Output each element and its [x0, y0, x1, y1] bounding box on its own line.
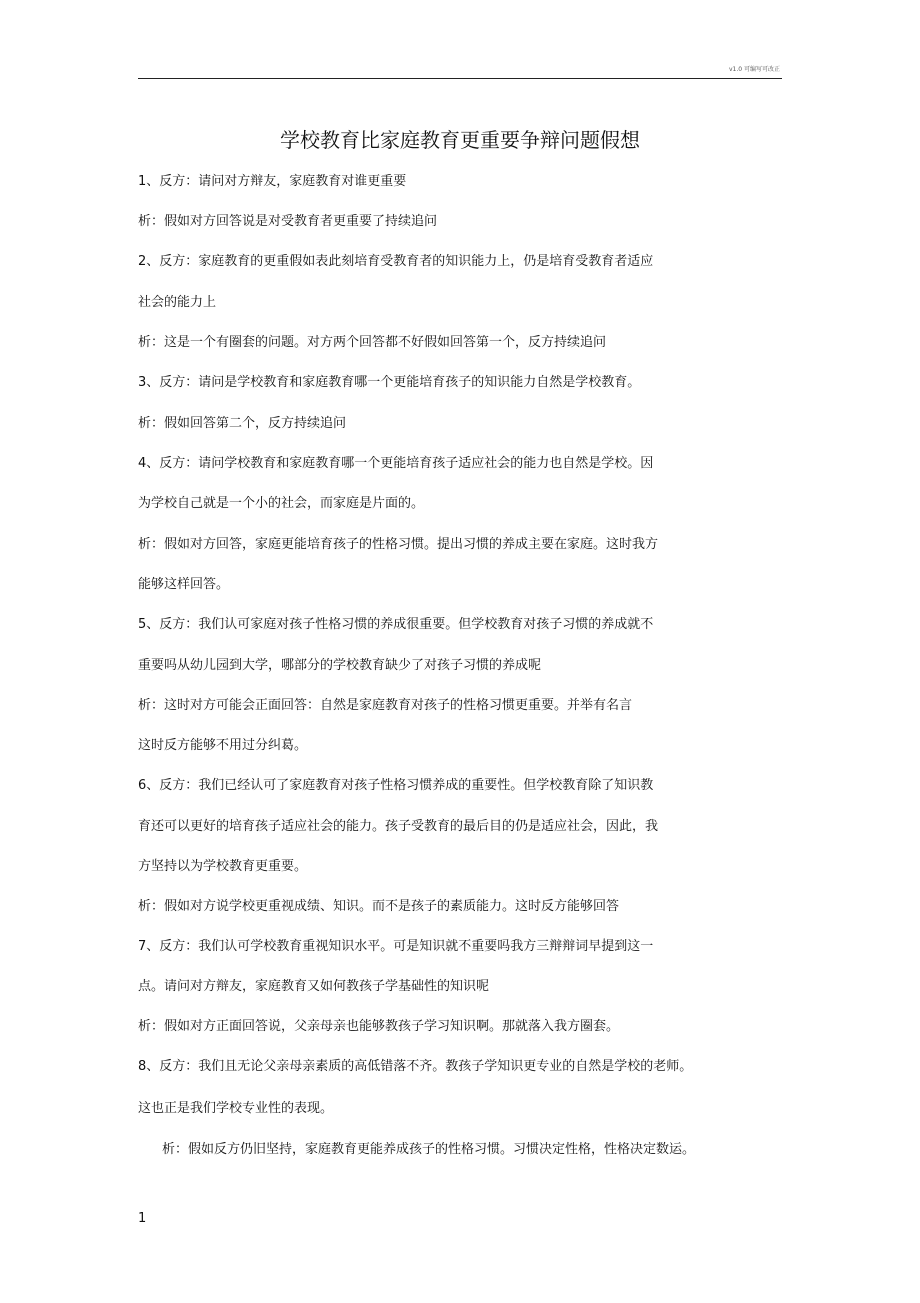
- body-line: 析：假如回答第二个，反方持续追问: [138, 416, 347, 431]
- body-line: 3、反方：请问是学校教育和家庭教育哪一个更能培育孩子的知识能力自然是学校教育。: [138, 375, 641, 390]
- header-rule: [138, 78, 782, 79]
- body-line: 4、反方：请问学校教育和家庭教育哪一个更能培育孩子适应社会的能力也自然是学校。因: [138, 456, 654, 471]
- body-line: 方坚持以为学校教育更重要。: [138, 859, 308, 874]
- body-line: 7、反方：我们认可学校教育重视知识水平。可是知识就不重要吗我方三辩辩词早提到这一: [138, 939, 654, 954]
- body-line: 重要吗从幼儿园到大学，哪部分的学校教育缺少了对孩子习惯的养成呢: [138, 658, 542, 673]
- document-title: 学校教育比家庭教育更重要争辩问题假想: [280, 128, 640, 152]
- body-line: 能够这样回答。: [138, 577, 230, 592]
- header-version-note: v1.0 可编写可改正: [728, 66, 780, 73]
- body-line: 析：假如对方正面回答说，父亲母亲也能够教孩子学习知识啊。那就落入我方圈套。: [138, 1019, 620, 1034]
- body-line: 育还可以更好的培育孩子适应社会的能力。孩子受教育的最后目的仍是适应社会，因此，我: [138, 819, 659, 834]
- body-line: 这也正是我们学校专业性的表现。: [138, 1101, 334, 1116]
- body-line: 1、反方：请问对方辩友，家庭教育对谁更重要: [138, 174, 407, 189]
- body-line: 社会的能力上: [138, 295, 217, 310]
- body-line: 为学校自己就是一个小的社会，而家庭是片面的。: [138, 496, 425, 511]
- body-line: 这时反方能够不用过分纠葛。: [138, 738, 308, 753]
- body-line: 析：假如对方说学校更重视成绩、知识。而不是孩子的素质能力。这时反方能够回答: [138, 899, 620, 914]
- body-line: 6、反方：我们已经认可了家庭教育对孩子性格习惯养成的重要性。但学校教育除了知识教: [138, 778, 654, 793]
- body-line: 8、反方：我们且无论父亲母亲素质的高低错落不齐。教孩子学知识更专业的自然是学校的老师。: [138, 1059, 693, 1074]
- body-line: 2、反方：家庭教育的更重假如表此刻培育受教育者的知识能力上，仍是培育受教育者适应: [138, 254, 654, 269]
- body-line: 析：这时对方可能会正面回答：自然是家庭教育对孩子的性格习惯更重要。并举有名言: [138, 698, 633, 713]
- body-line: 析：假如对方回答说是对受教育者更重要了持续追问: [138, 214, 438, 229]
- body-line: 点。请问对方辩友，家庭教育又如何教孩子学基础性的知识呢: [138, 979, 490, 994]
- body-line: 析：假如对方回答，家庭更能培育孩子的性格习惯。提出习惯的养成主要在家庭。这时我方: [138, 537, 659, 552]
- page-number: 1: [138, 1211, 147, 1226]
- body-line: 析：这是一个有圈套的问题。对方两个回答都不好假如回答第一个，反方持续追问: [138, 335, 607, 350]
- body-line: 5、反方：我们认可家庭对孩子性格习惯的养成很重要。但学校教育对孩子习惯的养成就不: [138, 617, 654, 632]
- body-line: 析：假如反方仍旧坚持，家庭教育更能养成孩子的性格习惯。习惯决定性格，性格决定数运。: [162, 1142, 696, 1157]
